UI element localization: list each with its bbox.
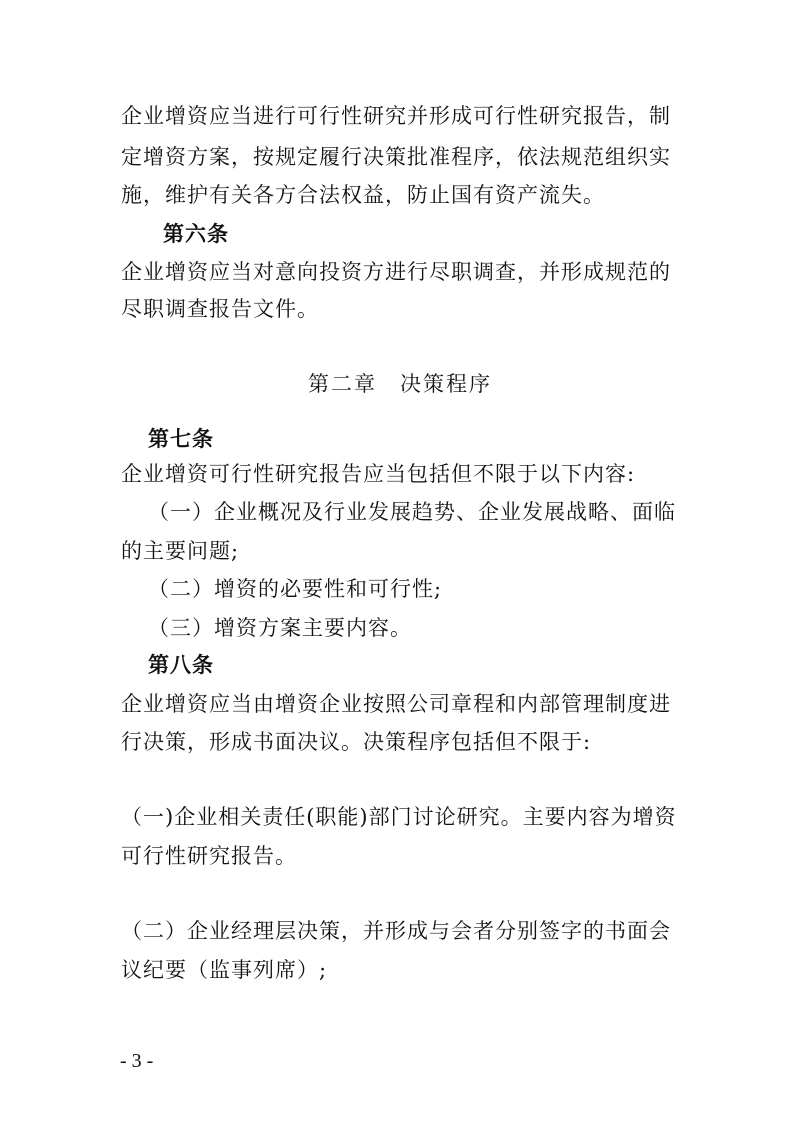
paragraph-line: 企业增资可行性研究报告应当包括但不限于以下内容:: [121, 462, 636, 486]
paragraph-line: 尽职调查报告文件。: [121, 297, 319, 321]
list-item: （一）企业概况及行业发展趋势、企业发展战略、面临: [148, 500, 676, 524]
article-7-title: 第七条: [148, 426, 214, 451]
list-item-continuation: 可行性研究报告。: [121, 844, 297, 868]
list-item-continuation: 议纪要（监事列席）;: [121, 958, 328, 982]
list-item: （二）增资的必要性和可行性;: [148, 577, 443, 601]
paragraph-line: 企业增资应当进行可行性研究并形成可行性研究报告，制: [121, 104, 671, 128]
list-item: （二）企业经理层决策，并形成与会者分别签字的书面会: [121, 919, 671, 943]
list-item: （一)企业相关责任(职能)部门讨论研究。主要内容为增资: [121, 805, 677, 829]
paragraph-line: 行决策，形成书面决议。决策程序包括但不限于:: [121, 730, 592, 754]
paragraph-line: 企业增资应当由增资企业按照公司章程和内部管理制度进: [121, 692, 671, 716]
paragraph-line: 施，维护有关各方合法权益，防止国有资产流失。: [121, 183, 605, 207]
chapter-heading: 第二章 决策程序: [308, 372, 492, 396]
paragraph-line: 定增资方案，按规定履行决策批准程序，依法规范组织实: [121, 145, 671, 169]
page-number: - 3 -: [120, 1050, 154, 1072]
article-6-title: 第六条: [163, 221, 229, 246]
list-item-continuation: 的主要问题;: [121, 539, 240, 563]
list-item: （三）增资方案主要内容。: [148, 616, 412, 640]
paragraph-line: 企业增资应当对意向投资方进行尽职调查，并形成规范的: [121, 260, 671, 284]
article-8-title: 第八条: [148, 652, 214, 677]
